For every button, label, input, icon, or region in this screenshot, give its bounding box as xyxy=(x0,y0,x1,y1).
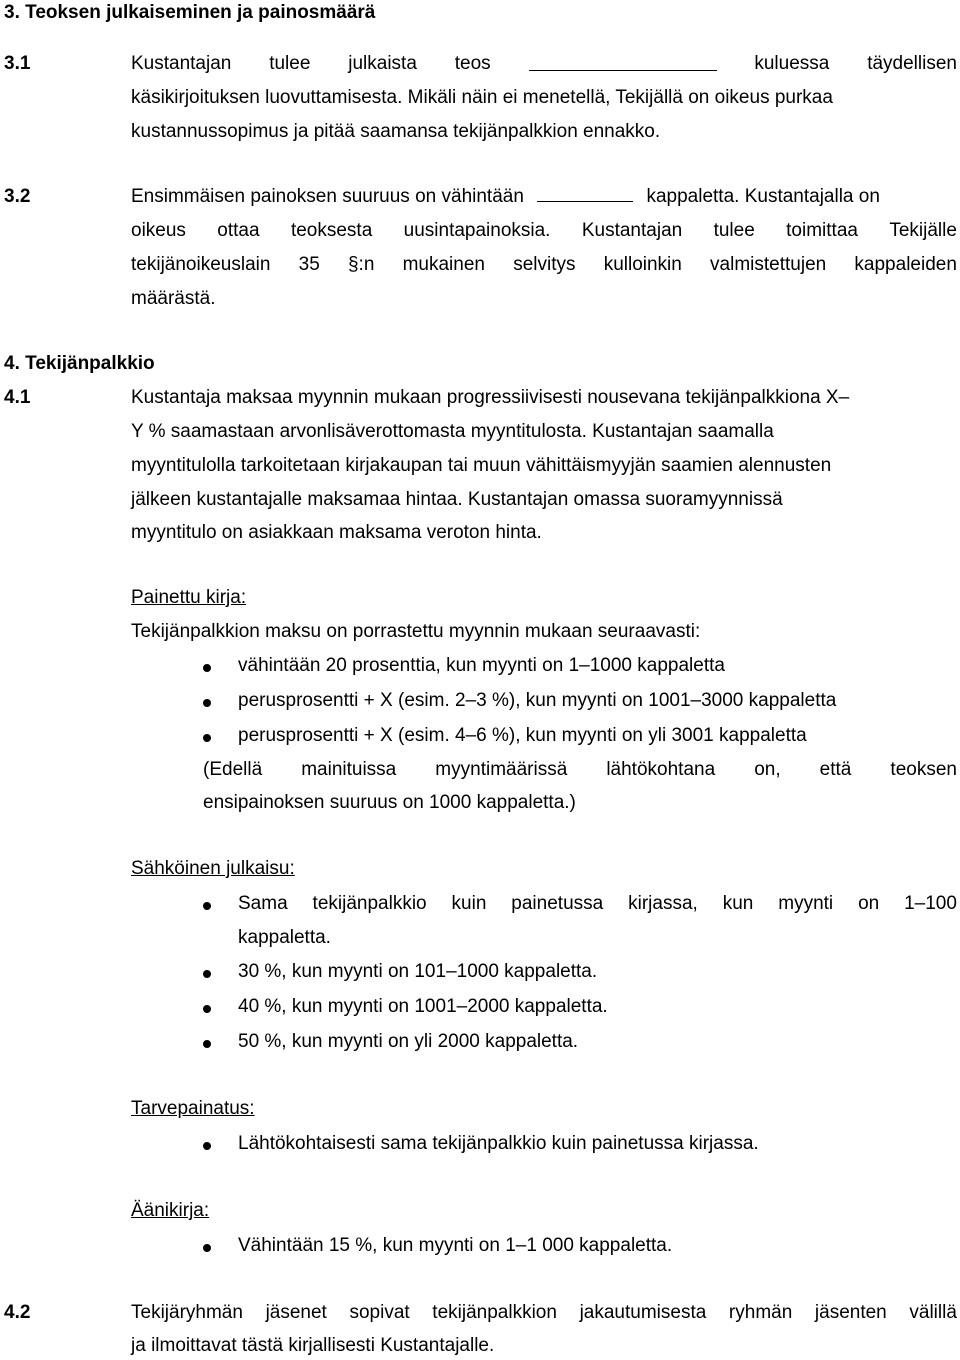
word: §:n xyxy=(347,254,375,275)
word: mainituissa xyxy=(301,759,397,780)
printed-book-title: Painettu kirja: xyxy=(131,587,247,608)
clause-3-2-line-2 xyxy=(131,220,957,242)
clause-3-2-line-1 xyxy=(131,186,880,208)
word: tekijänpalkkio xyxy=(312,893,427,914)
word: tulee xyxy=(713,220,755,241)
clause-3-1-line-2: käsikirjoituksen luovuttamisesta. Mikäli näin ei menetellä, Tekijällä on oikeus purkaa xyxy=(131,87,833,108)
bullet-dot xyxy=(203,1244,211,1252)
printed-bullet: perusprosentti + X (esim. 4–6 %), kun myynti on yli 3001 kappaletta xyxy=(238,725,807,746)
word: teos xyxy=(454,53,491,74)
electronic-bullet: 30 %, kun myynti on 101–1000 kappaletta. xyxy=(238,961,598,982)
word: välillä xyxy=(909,1302,957,1323)
word: Tekijälle xyxy=(889,220,957,241)
clause-3-1-number: 3.1 xyxy=(4,53,31,74)
word: 35 xyxy=(298,254,320,275)
deadline-blank xyxy=(529,69,717,71)
word: kuin xyxy=(451,893,487,914)
audiobook-bullet: Vähintään 15 %, kun myynti on 1–1 000 kappaletta. xyxy=(238,1235,673,1256)
word: kirjassa, xyxy=(628,893,698,914)
word: valmistettujen xyxy=(710,254,827,275)
word: kun xyxy=(722,893,754,914)
bullet-dot xyxy=(203,1005,211,1013)
word: mukainen xyxy=(402,254,485,275)
bullet-dot xyxy=(203,1040,211,1048)
audiobook-title: Äänikirja: xyxy=(131,1200,210,1221)
bullet-dot xyxy=(203,970,211,978)
word: lähtökohtana xyxy=(606,759,716,780)
clause-3-1-line-3: kustannussopimus ja pitää saamansa tekijänpalkkion ennakko. xyxy=(131,121,661,142)
word: jäsenten xyxy=(814,1302,887,1323)
printed-note-line-2: ensipainoksen suuruus on 1000 kappaletta.) xyxy=(203,792,576,813)
printed-book-intro: Tekijänpalkkion maksu on porrastettu myynnin mukaan seuraavasti: xyxy=(131,621,701,642)
word: kuluessa xyxy=(754,53,830,74)
printed-note-line-1 xyxy=(203,759,957,781)
electronic-bullet: 40 %, kun myynti on 1001–2000 kappaletta. xyxy=(238,996,608,1017)
bullet-dot xyxy=(203,699,211,707)
section-4-heading: 4. Tekijänpalkkio xyxy=(4,353,155,374)
word: tekijänpalkkion xyxy=(432,1302,557,1323)
bullet-dot xyxy=(203,734,211,742)
word: Sama xyxy=(238,893,288,914)
clause-4-1-line: myyntitulolla tarkoitetaan kirjakaupan tai muun vähittäismyyjän saamien alennusten xyxy=(131,455,832,476)
word: toimittaa xyxy=(786,220,858,241)
word: jäsenet xyxy=(265,1302,327,1323)
clause-4-2-line-1 xyxy=(131,1302,957,1324)
word: sopivat xyxy=(349,1302,410,1323)
electronic-bullet-line-2: kappaletta. xyxy=(238,927,331,948)
word: jakautumisesta xyxy=(579,1302,707,1323)
word: Kustantajan xyxy=(581,220,683,241)
clause-3-2-line-3 xyxy=(131,254,957,276)
bullet-dot xyxy=(203,902,211,910)
print-run-blank xyxy=(537,200,633,202)
word: täydellisen xyxy=(867,53,957,74)
print-on-demand-bullet: Lähtökohtaisesti sama tekijänpalkkio kuin painetussa kirjassa. xyxy=(238,1133,759,1154)
word: kappaleiden xyxy=(854,254,957,275)
electronic-bullet-line-1 xyxy=(238,893,957,915)
bullet-dot xyxy=(203,664,211,672)
section-3-heading: 3. Teoksen julkaiseminen ja painosmäärä xyxy=(4,2,376,23)
bullet-dot xyxy=(203,1142,211,1150)
clause-4-1-line: Y % saamastaan arvonlisäverottomasta myyntitulosta. Kustantajan saamalla xyxy=(131,421,774,442)
word: oikeus xyxy=(131,220,186,241)
clause-4-2-number: 4.2 xyxy=(4,1302,31,1323)
word: myynti xyxy=(778,893,834,914)
word: teoksen xyxy=(890,759,957,780)
clause-3-2-number: 3.2 xyxy=(4,186,31,207)
electronic-title: Sähköinen julkaisu: xyxy=(131,858,295,879)
word: myyntimäärissä xyxy=(435,759,568,780)
word: Tekijäryhmän xyxy=(131,1302,243,1323)
word: on xyxy=(858,893,880,914)
word: teoksesta xyxy=(290,220,373,241)
word: julkaista xyxy=(348,53,417,74)
word: että xyxy=(819,759,852,780)
clause-4-1-line: myyntitulo on asiakkaan maksama veroton hinta. xyxy=(131,522,542,543)
word: tulee xyxy=(269,53,311,74)
word: painetussa xyxy=(511,893,604,914)
word: Kustantajan xyxy=(131,53,232,74)
word: kulloinkin xyxy=(603,254,682,275)
clause-3-2-line-4: määrästä. xyxy=(131,288,216,309)
clause-4-1-line: Kustantaja maksaa myynnin mukaan progressiivisesti nousevana tekijänpalkkiona X– xyxy=(131,387,850,408)
clause-3-2-text-a: Ensimmäisen painoksen suuruus on vähintään xyxy=(131,186,524,207)
word: ryhmän xyxy=(728,1302,793,1323)
word: ottaa xyxy=(217,220,260,241)
clause-4-1-number: 4.1 xyxy=(4,387,31,408)
clause-4-1-line: jälkeen kustantajalle maksamaa hintaa. Kustantajan omassa suoramyynnissä xyxy=(131,489,783,510)
print-on-demand-title: Tarvepainatus: xyxy=(131,1098,255,1119)
electronic-bullet: 50 %, kun myynti on yli 2000 kappaletta. xyxy=(238,1031,579,1052)
word: on, xyxy=(754,759,781,780)
clause-4-2-line-2: ja ilmoittavat tästä kirjallisesti Kustantajalle. xyxy=(131,1335,495,1356)
clause-3-2-text-b: kappaletta. Kustantajalla on xyxy=(646,186,880,207)
printed-bullet: perusprosentti + X (esim. 2–3 %), kun myynti on 1001–3000 kappaletta xyxy=(238,690,837,711)
word: uusintapainoksia. xyxy=(403,220,551,241)
word: (Edellä xyxy=(203,759,263,780)
printed-bullet: vähintään 20 prosenttia, kun myynti on 1–1000 kappaletta xyxy=(238,655,725,676)
word: selvitys xyxy=(513,254,576,275)
clause-3-1-line-1 xyxy=(131,53,957,75)
word: 1–100 xyxy=(904,893,957,914)
word: tekijänoikeuslain xyxy=(131,254,271,275)
